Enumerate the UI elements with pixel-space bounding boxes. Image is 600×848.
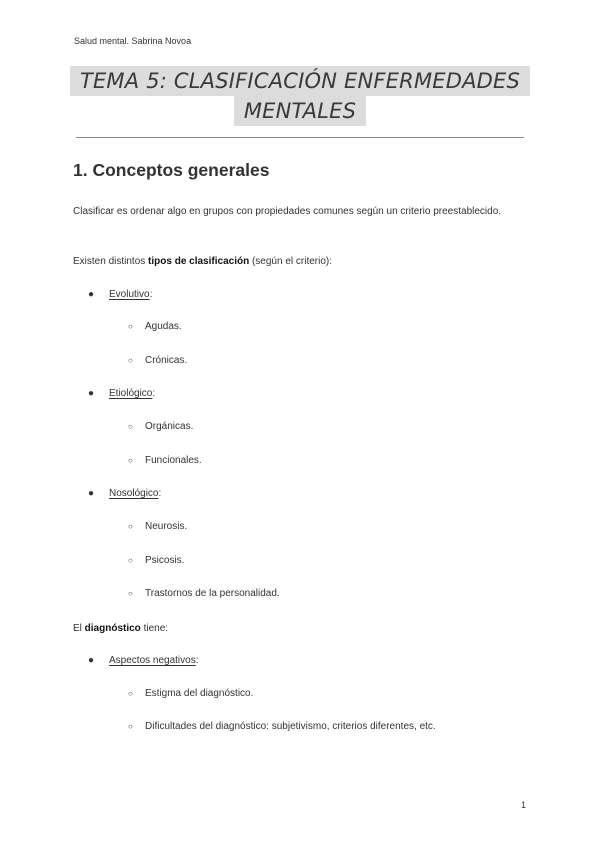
circle-bullet-icon: ○ <box>128 556 133 565</box>
diagnosis-suffix: tiene: <box>140 623 169 634</box>
types-suffix: (según el criterio): <box>249 256 333 267</box>
list-item: ● Etiológico: <box>88 388 156 399</box>
sub-item-text: Dificultades del diagnóstico: subjetivismo, criterios diferentes, etc. <box>145 721 436 732</box>
section-heading: 1. Conceptos generales <box>73 160 270 180</box>
classification-label: Evolutivo <box>109 289 150 300</box>
sub-item-text: Neurosis. <box>145 521 188 532</box>
list-item <box>128 688 254 699</box>
bullet-icon: ● <box>88 488 95 499</box>
title-divider <box>76 137 524 138</box>
title-line-1: TEMA 5: CLASIFICACIÓN ENFERMEDADES <box>70 66 530 96</box>
diagnosis-prefix: El <box>73 623 85 634</box>
aspects-label: Aspectos negativos <box>109 655 196 666</box>
bullet-icon: ● <box>88 289 95 300</box>
diagnosis-bold: diagnóstico <box>84 623 141 634</box>
sub-item-text: Agudas. <box>145 321 182 332</box>
types-paragraph <box>73 254 527 270</box>
bullet-icon: ● <box>88 388 95 399</box>
bullet-icon: ● <box>88 655 95 666</box>
list-item: ● Aspectos negativos: <box>88 655 199 666</box>
diagnosis-paragraph <box>73 621 527 637</box>
types-bold: tipos de clasificación <box>148 256 250 267</box>
sub-item-text: Crónicas. <box>145 355 188 366</box>
intro-paragraph: Clasificar es ordenar algo en grupos con propiedades comunes según un criterio preestablecido. <box>73 206 502 217</box>
page-number: 1 <box>521 800 527 810</box>
list-item <box>128 588 280 599</box>
page-title <box>0 66 600 126</box>
circle-bullet-icon: ○ <box>128 456 133 465</box>
list-item <box>128 555 185 566</box>
sub-item-text: Orgánicas. <box>145 421 194 432</box>
circle-bullet-icon: ○ <box>128 322 133 331</box>
list-item <box>128 721 436 732</box>
types-prefix: Existen distintos <box>73 256 149 267</box>
classification-label: Etiológico <box>109 388 153 399</box>
circle-bullet-icon: ○ <box>128 356 133 365</box>
classification-label: Nosológico <box>109 488 159 499</box>
sub-item-text: Psicosis. <box>145 555 185 566</box>
circle-bullet-icon: ○ <box>128 722 133 731</box>
list-item <box>128 321 182 332</box>
document-header: Salud mental. Sabrina Novoa <box>74 36 192 46</box>
circle-bullet-icon: ○ <box>128 522 133 531</box>
list-item <box>128 421 194 432</box>
list-item <box>128 355 188 366</box>
sub-item-text: Trastornos de la personalidad. <box>145 588 280 599</box>
list-item: ● Nosológico: <box>88 488 162 499</box>
list-item <box>128 521 188 532</box>
list-item <box>128 455 202 466</box>
list-item: ● Evolutivo: <box>88 289 153 300</box>
circle-bullet-icon: ○ <box>128 422 133 431</box>
circle-bullet-icon: ○ <box>128 589 133 598</box>
title-line-2: MENTALES <box>234 96 366 126</box>
circle-bullet-icon: ○ <box>128 689 133 698</box>
sub-item-text: Estigma del diagnóstico. <box>145 688 254 699</box>
sub-item-text: Funcionales. <box>145 455 202 466</box>
